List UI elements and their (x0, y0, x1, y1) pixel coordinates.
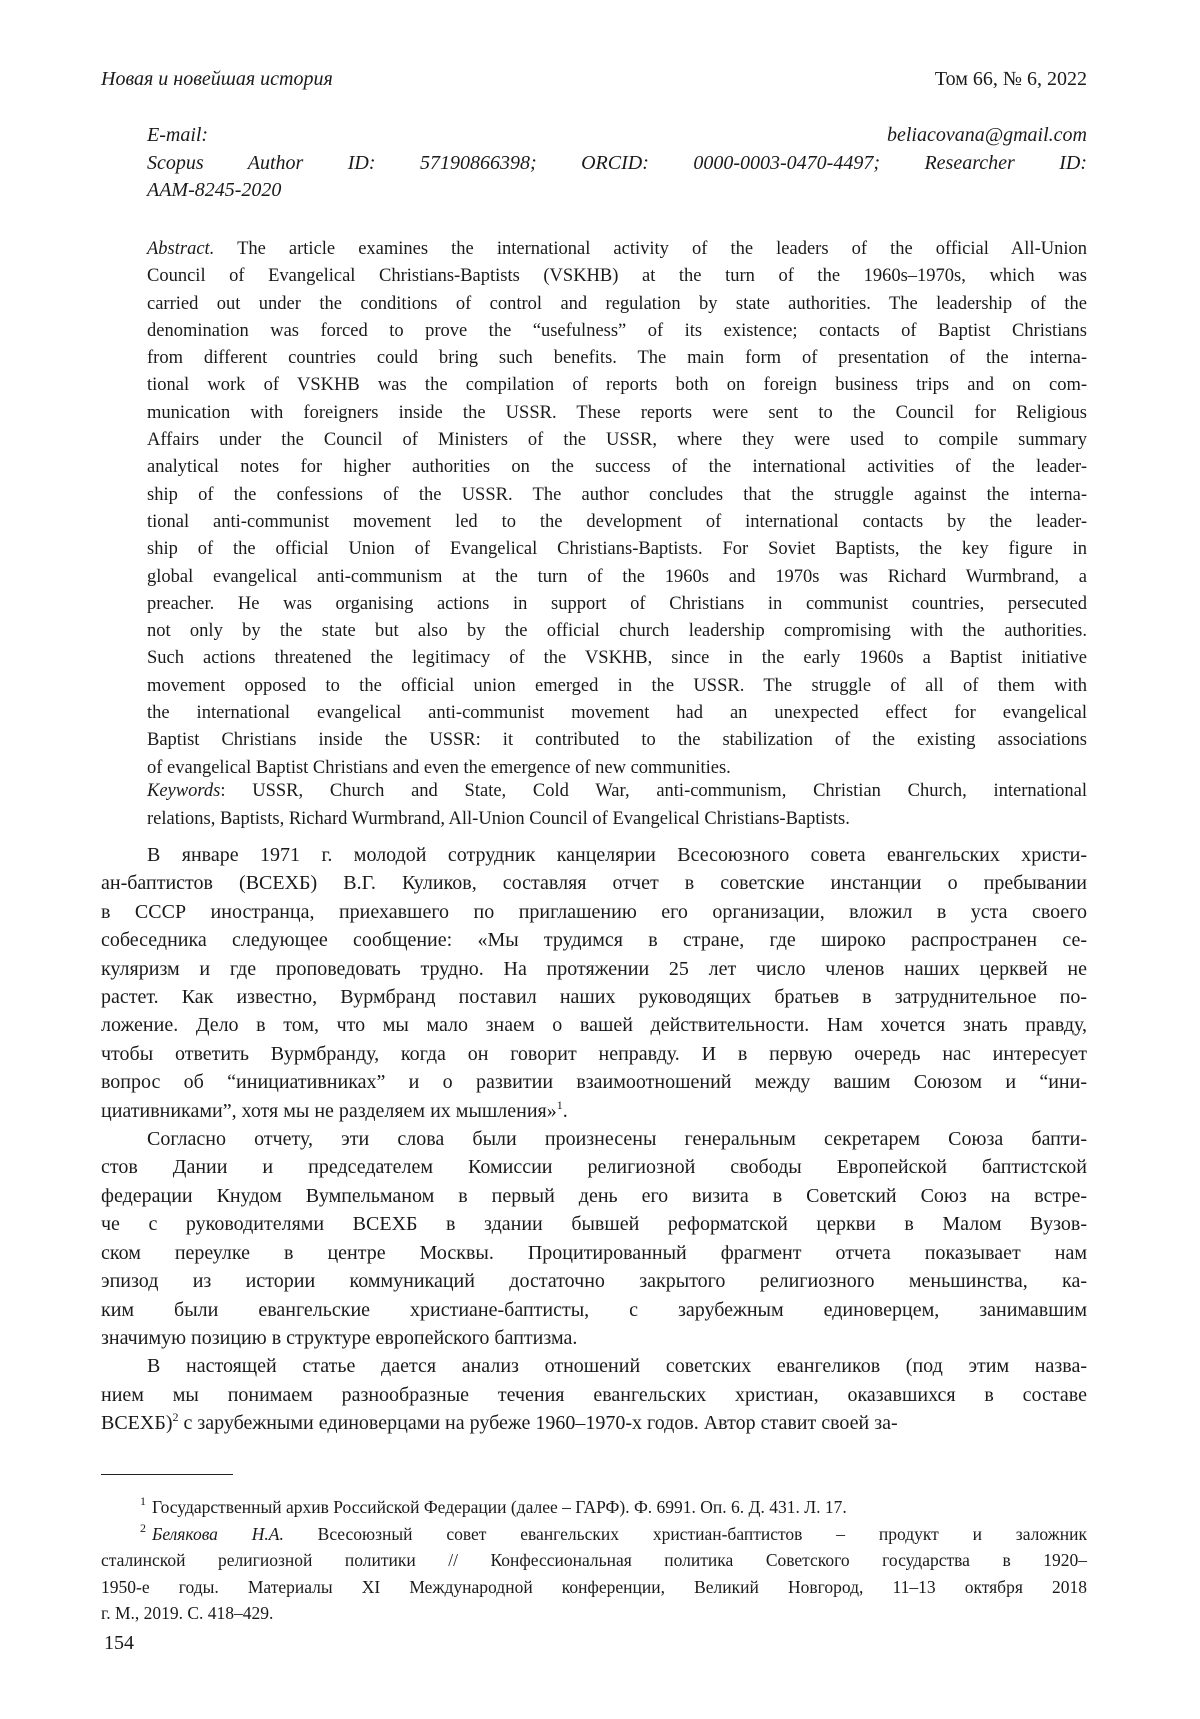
text-line (147, 645, 1087, 672)
text-line (101, 841, 1087, 869)
line-text: the international evangelical anti-communist movement had an unexpected effect for evangelical (147, 703, 1087, 724)
line-text: г. М., 2019. С. 418–429. (101, 1603, 274, 1624)
text-line (101, 1547, 1087, 1574)
line-text: куляризм и где проповедовать трудно. На протяжении 25 лет число членов наших церквей не (101, 957, 1087, 980)
text-line (101, 1574, 1087, 1601)
line-text: сталинской религиозной политики // Конфессиональная политика Советского государства в 1920– (101, 1550, 1087, 1571)
line-text: чтобы ответить Вурмбранду, когда он говорит неправду. И в первую очередь нас интересует (101, 1042, 1087, 1065)
running-header-issue: Том 66, № 6, 2022 (934, 68, 1087, 90)
text-line (147, 400, 1087, 427)
line-text: movement opposed to the official union emerged in the USSR. The struggle of all of them with (147, 675, 1087, 696)
line-text: с зарубежными единоверцами на рубеже 1960–1970-х годов. Автор ставит своей за- (178, 1412, 898, 1435)
text-line (101, 869, 1087, 897)
text-line (101, 926, 1087, 954)
text-line (101, 1381, 1087, 1409)
author-info (147, 122, 1087, 205)
line-text: E-mail: beliacovana@gmail.com (147, 124, 1087, 146)
line-text: ship of the confessions of the USSR. The author concludes that the struggle against the interna- (147, 484, 1087, 505)
line-text: carried out under the conditions of control and regulation by state authorities. The leadership of the (147, 293, 1087, 314)
abstract-label: Abstract. (147, 239, 215, 259)
line-text: 1950-е годы. Материалы XI Международной конференции, Великий Новгород, 11–13 октября 2018 (101, 1576, 1087, 1597)
line-text: че с руководителями ВСЕХБ в здании бывшей реформатской церкви в Малом Вузов- (101, 1213, 1087, 1236)
text-line (101, 1182, 1087, 1210)
line-text: значимую позицию в структуре европейского баптизма. (101, 1326, 578, 1349)
line-text: Согласно отчету, эти слова были произнесены генеральным секретарем Союза бапти- (147, 1128, 1087, 1151)
line-text: not only by the state but also by the official church leadership compromising with the authorities. (147, 621, 1087, 642)
text-line (147, 482, 1087, 509)
text-line (147, 727, 1087, 754)
line-text: global evangelical anti-communism at the turn of the 1960s and 1970s was Richard Wurmbrand, a (147, 566, 1087, 587)
text-line (147, 177, 1087, 205)
line-text: Such actions threatened the legitimacy of the VSKHB, since in the early 1960s a Baptist initiative (147, 648, 1087, 669)
text-line (101, 1267, 1087, 1295)
line-text: munication with foreigners inside the USSR. These reports were sent to the Council for Religious (147, 402, 1087, 423)
text-line (147, 263, 1087, 290)
text-line (147, 427, 1087, 454)
text-line (147, 618, 1087, 645)
line-text: ким были евангельские христиане-баптисты, с зарубежным единоверцем, занимавшим (101, 1298, 1087, 1321)
text-line (101, 1324, 1087, 1352)
text-line (147, 778, 1087, 806)
text-line (101, 1068, 1087, 1096)
paragraph (101, 1352, 1087, 1437)
line-text: Всесоюзный совет евангельских христиан-баптистов – продукт и заложник (283, 1523, 1088, 1544)
footnote-ref: 2 (172, 1410, 179, 1425)
footnote-number: 1 (140, 1494, 146, 1508)
keywords (147, 778, 1087, 833)
line-text: вопрос об “инициативниках” и о развитии взаимоотношений между вашим Союзом и “ини- (101, 1071, 1087, 1094)
line-text: : USSR, Church and State, Cold War, anti-communism, Christian Church, international (220, 781, 1087, 801)
text-line (147, 150, 1087, 178)
text-line (147, 236, 1087, 263)
text-line (147, 454, 1087, 481)
keywords-label: Keywords (147, 781, 221, 801)
line-text: Affairs under the Council of Ministers of the USSR, where they were used to compile summary (147, 430, 1087, 451)
text-line (147, 536, 1087, 563)
text-line (101, 1011, 1087, 1039)
line-text: ложение. Дело в том, что мы мало знаем о вашей действительности. Нам хочется знать правду, (101, 1014, 1087, 1037)
line-text: Baptist Christians inside the USSR: it contributed to the stabilization of the existing associations (147, 730, 1087, 751)
line-text: нием мы понимаем разнообразные течения евангельских христиан, оказавшихся в составе (101, 1383, 1087, 1406)
line-text: циативниками”, хотя мы не разделяем их мышления» (101, 1099, 557, 1122)
line-text: relations, Baptists, Richard Wurmbrand, All-Union Council of Evangelical Christians-Baptists. (147, 808, 850, 829)
text-line (147, 372, 1087, 399)
text-line (147, 318, 1087, 345)
text-line (147, 591, 1087, 618)
line-text: собеседника следующее сообщение: «Мы трудимся в стране, где широко распространен се- (101, 929, 1087, 952)
text-line (101, 1352, 1087, 1380)
line-text: в СССР иностранца, приехавшего по приглашению его организации, вложил в уста своего (101, 900, 1087, 923)
line-text: ан-баптистов (ВСЕХБ) В.Г. Куликов, составляя отчет в советские инстанции о пребывании (101, 872, 1087, 895)
line-text: of evangelical Baptist Christians and even the emergence of new communities. (147, 757, 731, 778)
text-line (147, 291, 1087, 318)
line-text: Council of Evangelical Christians-Baptists (VSKHB) at the turn of the 1960s–1970s, which was (147, 266, 1087, 287)
line-text: denomination was forced to prove the “usefulness” of its existence; contacts of Baptist Christians (147, 320, 1087, 341)
text-line (101, 1153, 1087, 1181)
line-text: AAM-8245-2020 (147, 179, 282, 201)
line-text: федерации Кнудом Вумпельманом в первый день его визита в Советский Союз на встре- (101, 1184, 1087, 1207)
text-line (101, 1600, 1087, 1627)
line-text: эпизод из истории коммуникаций достаточно закрытого религиозного меньшинства, ка- (101, 1270, 1087, 1293)
page-number: 154 (104, 1632, 134, 1654)
line-text: preacher. He was organising actions in support of Christians in communist countries, persecuted (147, 593, 1087, 614)
abstract (147, 236, 1087, 782)
running-header-journal: Новая и новейшая история (101, 68, 333, 90)
line-text: В настоящей статье дается анализ отношений советских евангеликов (под этим назва- (147, 1355, 1087, 1378)
footnote-author: Белякова Н.А. (152, 1523, 284, 1544)
line-text: Scopus Author ID: 57190866398; ORCID: 0000-0003-0470-4497; Researcher ID: (147, 151, 1087, 174)
footnote-divider (101, 1474, 233, 1475)
text-line (147, 564, 1087, 591)
line-text: ВСЕХБ) (101, 1412, 173, 1435)
line-text: tional work of VSKHB was the compilation of reports both on foreign business trips and on com- (147, 375, 1087, 396)
text-line (147, 345, 1087, 372)
line-text: from different countries could bring such benefits. The main form of presentation of the interna- (147, 348, 1087, 369)
line-text: tional anti-communist movement led to the development of international contacts by the leader- (147, 511, 1087, 532)
line-text: Государственный архив Российской Федерации (далее – ГАРФ). Ф. 6991. Оп. 6. Д. 431. Л. 17. (152, 1497, 847, 1517)
line-text: стов Дании и председателем Комиссии религиозной свободы Европейской баптистской (101, 1156, 1087, 1179)
line-text: analytical notes for higher authorities on the success of the international activities of the leader- (147, 457, 1087, 478)
text-line (101, 1125, 1087, 1153)
text-line (101, 1097, 1087, 1125)
footnote-ref: 1 (556, 1097, 563, 1112)
text-line (101, 983, 1087, 1011)
footnote (101, 1494, 1087, 1521)
footnotes (101, 1494, 1087, 1627)
text-line (101, 898, 1087, 926)
line-text: ском переулке в центре Москвы. Процитированный фрагмент отчета показывает нам (101, 1241, 1087, 1264)
text-line (101, 1040, 1087, 1068)
line-text: ship of the official Union of Evangelical Christians-Baptists. For Soviet Baptists, the key figure in (147, 539, 1087, 560)
text-line (101, 1210, 1087, 1238)
text-line (101, 1521, 1087, 1548)
line-text: В январе 1971 г. молодой сотрудник канцелярии Всесоюзного совета евангельских христи- (147, 844, 1087, 866)
paragraph (101, 1125, 1087, 1352)
text-line (147, 700, 1087, 727)
text-line (147, 806, 1087, 834)
text-line (101, 1494, 1087, 1521)
line-text: растет. Как известно, Вурмбранд поставил наших руководящих братьев в затруднительное по- (101, 986, 1087, 1009)
line-text: The article examines the international activity of the leaders of the official All-Union (214, 239, 1087, 259)
text-line (147, 122, 1087, 150)
line-text: . (562, 1099, 568, 1122)
text-line (147, 509, 1087, 536)
footnote (101, 1521, 1087, 1627)
text-line (101, 1296, 1087, 1324)
paragraph (101, 841, 1087, 1125)
text-line (101, 955, 1087, 983)
article-body (101, 841, 1087, 1438)
footnote-number: 2 (140, 1520, 146, 1535)
text-line (101, 1409, 1087, 1437)
text-line (101, 1239, 1087, 1267)
text-line (147, 673, 1087, 700)
